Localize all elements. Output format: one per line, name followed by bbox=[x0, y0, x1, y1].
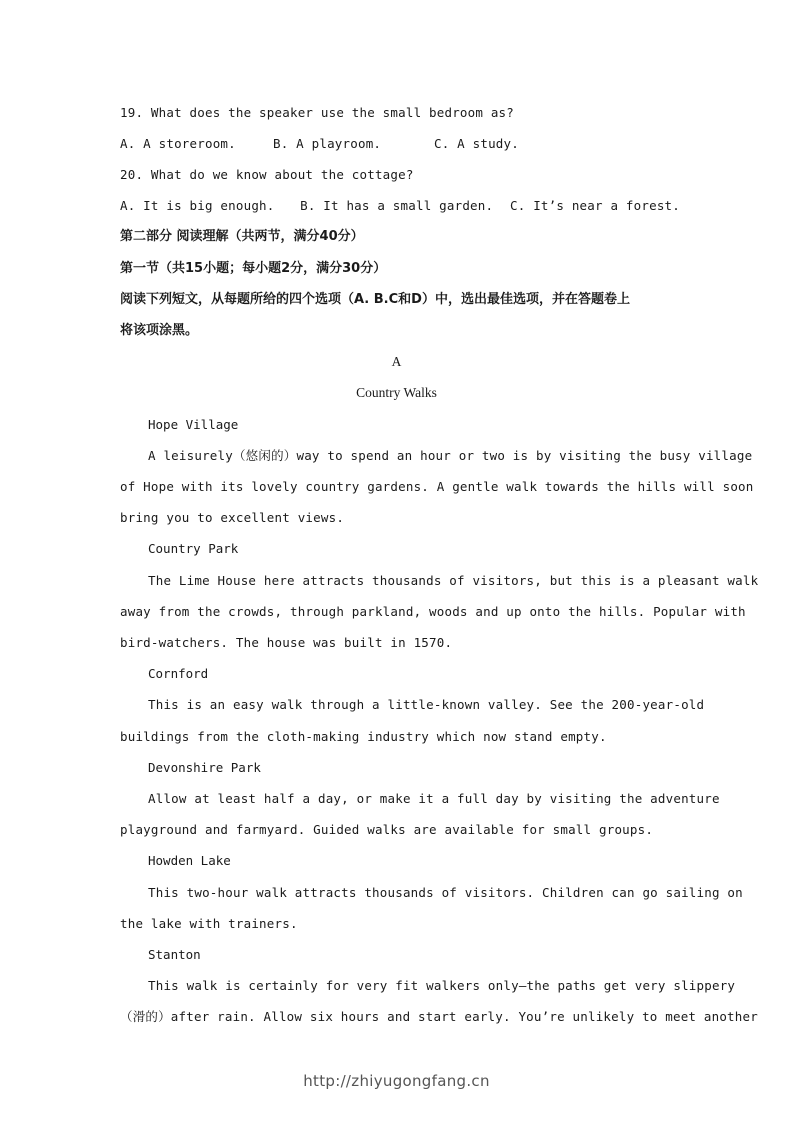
question-19-option-c: C. A study. bbox=[434, 136, 519, 151]
question-20-prompt: 20. What do we know about the cottage? bbox=[120, 167, 414, 182]
entry-text-line: buildings from the cloth-making industry which now stand empty. bbox=[120, 729, 607, 744]
entry-heading: Howden Lake bbox=[148, 853, 231, 868]
question-20-option-c: C. It’s near a forest. bbox=[510, 198, 680, 213]
entry-heading: Stanton bbox=[148, 947, 201, 962]
entry-text-line: Allow at least half a day, or make it a full day by visiting the adventure bbox=[148, 791, 720, 806]
entry-heading: Country Park bbox=[148, 541, 239, 556]
question-19-options bbox=[120, 135, 680, 153]
question-20-option-b: B. It has a small garden. bbox=[300, 198, 494, 213]
entry-text-line: bring you to excellent views. bbox=[120, 510, 345, 525]
footer-url: http://zhiyugongfang.cn bbox=[303, 1072, 490, 1090]
question-20-options bbox=[120, 197, 680, 215]
passage-letter: A bbox=[391, 354, 402, 369]
entry-text-line: This is an easy walk through a little-known valley. See the 200-year-old bbox=[148, 697, 705, 712]
instructions-line-1: 阅读下列短文，从每题所给的四个选项（A. B.C和D）中，选出最佳选项，并在答题卷上 bbox=[120, 292, 630, 307]
entry-text-line: This two-hour walk attracts thousands of visitors. Children can go sailing on bbox=[148, 885, 743, 900]
entry-text-line: A leisurely（悠闲的）way to spend an hour or two is by visiting the busy village bbox=[148, 448, 753, 463]
entry-text-line: （滑的）after rain. Allow six hours and start early. You’re unlikely to meet another bbox=[120, 1009, 758, 1024]
entry-text-line: The Lime House here attracts thousands of visitors, but this is a pleasant walk bbox=[148, 573, 759, 588]
instructions-line-2: 将该项涂黑。 bbox=[120, 323, 199, 338]
question-19-option-a: A. A storeroom. bbox=[120, 136, 236, 151]
entry-text-line: This walk is certainly for very fit walkers only—the paths get very slippery bbox=[148, 978, 736, 993]
entry-text-line: of Hope with its lovely country gardens. A gentle walk towards the hills will soon bbox=[120, 479, 754, 494]
entry-text-line: playground and farmyard. Guided walks are available for small groups. bbox=[120, 822, 654, 837]
entry-heading: Devonshire Park bbox=[148, 760, 261, 775]
entry-text-line: the lake with trainers. bbox=[120, 916, 298, 931]
entry-text-line: bird-watchers. The house was built in 1570. bbox=[120, 635, 453, 650]
part-title: 第二部分 阅读理解（共两节，满分40分） bbox=[120, 229, 364, 244]
question-19-prompt: 19. What does the speaker use the small bedroom as? bbox=[120, 105, 515, 120]
entry-text-line: away from the crowds, through parkland, woods and up onto the hills. Popular with bbox=[120, 604, 746, 619]
entry-heading: Hope Village bbox=[148, 417, 239, 432]
entry-heading: Cornford bbox=[148, 666, 209, 681]
question-19-option-b: B. A playroom. bbox=[273, 136, 382, 151]
subsection-title: 第一节（共15小题；每小题2分，满分30分） bbox=[120, 261, 387, 276]
question-20-option-a: A. It is big enough. bbox=[120, 198, 275, 213]
passage-title: Country Walks bbox=[356, 385, 437, 400]
